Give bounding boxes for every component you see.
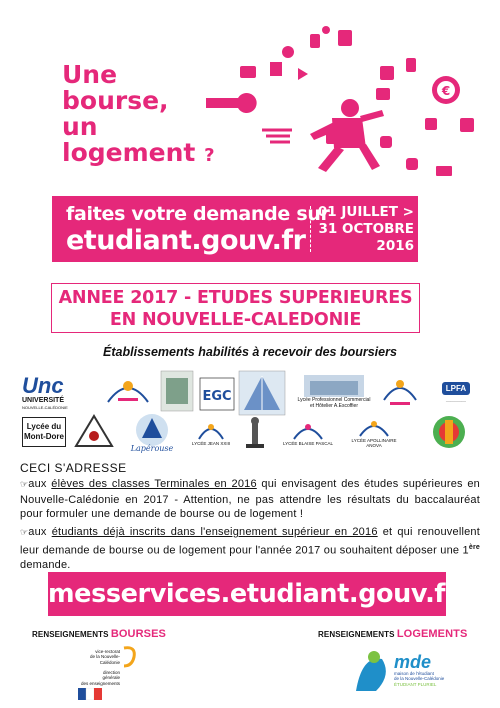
jean-xxiii-text: LYCÉE JEAN XXIII bbox=[191, 440, 231, 446]
mde-l3: ÉTUDIANT PLURIEL bbox=[394, 681, 437, 687]
para1-prefix: aux bbox=[28, 478, 52, 490]
banner-separator bbox=[310, 206, 311, 252]
headline-line-3: un bbox=[62, 112, 98, 141]
lpfa-logo: LPFA _________ bbox=[428, 372, 484, 412]
unc-logo-sub2: NOUVELLE-CALÉDONIE bbox=[22, 404, 68, 410]
laptop-icon bbox=[436, 166, 452, 176]
lycee-pro-commercial-logo bbox=[292, 372, 376, 412]
jean-xxiii-arc-icon bbox=[196, 419, 226, 441]
lycee-charlemagne-logo bbox=[100, 372, 156, 412]
headline-question-mark: ? bbox=[204, 145, 215, 166]
mont-dore-l1: Lycée du bbox=[26, 422, 62, 431]
unc-logo bbox=[22, 372, 92, 412]
rens-bourses-b: BOURSES bbox=[110, 628, 166, 640]
bus-icon bbox=[376, 88, 390, 100]
unc-logo-sub: UNIVERSITÉ bbox=[22, 396, 65, 404]
lycee-jean-xxiii-logo bbox=[186, 412, 236, 452]
shopping-icon bbox=[298, 68, 308, 80]
lycee-blaise-pascal-logo bbox=[278, 412, 338, 452]
rens-logements-a: RENSEIGNEMENTS bbox=[318, 630, 397, 639]
running-student-illustration bbox=[200, 18, 500, 193]
para1-underlined: élèves des classes Terminales en 2016 bbox=[51, 478, 257, 490]
para2-rest: et qui renouvellent leur demande de bourse ou de logement pour l'année 2017 ou souhaitent déposer une 1 bbox=[20, 526, 481, 557]
para2-underlined: étudiants déjà inscrits dans l'enseignement supérieur en 2016 bbox=[51, 526, 378, 538]
banner-line-1: faites votre demande sur bbox=[66, 203, 330, 225]
pyramid-logo bbox=[238, 370, 286, 416]
date-line-1: 01 JUILLET > bbox=[317, 204, 414, 220]
banner-url[interactable]: etudiant.gouv.fr bbox=[66, 225, 306, 256]
vr-l5: des enseignements bbox=[80, 680, 120, 686]
apollinaire-text: LYCÉE APOLLINAIRE ANOVA bbox=[351, 438, 397, 448]
laperouse-logo bbox=[124, 410, 180, 454]
hand-pointer-icon: ☞ bbox=[20, 480, 29, 490]
lycee-saint-joseph-logo bbox=[378, 372, 422, 412]
unc-logo-text: Unc bbox=[22, 372, 64, 398]
mont-dore-l2: Mont-Dore bbox=[24, 432, 64, 441]
building-icon bbox=[338, 30, 352, 46]
lycee-pro-commercial-l1: Lycée Professionnel Commercial bbox=[297, 397, 371, 403]
egc-logo bbox=[198, 376, 236, 412]
headline-logement: logement bbox=[62, 138, 196, 167]
vice-rectorat-logo bbox=[78, 642, 142, 702]
rens-bourses-a: RENSEIGNEMENTS bbox=[32, 630, 111, 639]
headline-line-1: Une bbox=[62, 60, 118, 89]
year-line-1: ANNEE 2017 - ETUDES SUPERIEURES bbox=[58, 288, 413, 308]
mde-figure-icon bbox=[352, 645, 392, 695]
mde-l2: de la Nouvelle-Calédonie bbox=[394, 676, 445, 682]
triangle-school-logo bbox=[72, 412, 116, 452]
para2-prefix: aux bbox=[28, 526, 52, 538]
svg-text:EGC: EGC bbox=[202, 389, 232, 404]
key-icon bbox=[206, 93, 257, 113]
lycee-pro-commercial-l2: et Hôtelier A.Escoffier bbox=[310, 403, 358, 409]
ceci-sadresse-heading: CECI S'ADRESSE bbox=[20, 461, 127, 475]
apply-banner bbox=[52, 196, 418, 262]
mde-logo bbox=[352, 640, 478, 700]
messervices-url-banner[interactable]: messervices.etudiant.gouv.fr bbox=[48, 572, 446, 616]
house-icon bbox=[380, 66, 394, 80]
year-line-2: EN NOUVELLE-CALEDONIE bbox=[109, 310, 362, 330]
lpfa-logo-text: LPFA bbox=[442, 382, 470, 395]
rens-logements-b: LOGEMENTS bbox=[396, 628, 468, 640]
pot-icon bbox=[380, 136, 392, 148]
para1-rest: qui envisagent des études supérieures en Nouvelle-Calédonie en 2017 - Attention, ne pas attendre les résultats du baccalauréat pour formuler une demande de bourse ou de logement ! bbox=[20, 478, 480, 520]
vr-l3: direction bbox=[102, 669, 120, 675]
date-line-3: 2016 bbox=[376, 238, 414, 254]
mde-logo-text: mde bbox=[394, 651, 432, 672]
person-icon bbox=[310, 34, 320, 48]
renseignements-bourses bbox=[32, 628, 166, 640]
lycee-do-kamo-logo bbox=[418, 410, 480, 454]
runner-head bbox=[341, 99, 359, 117]
desk-icon bbox=[270, 62, 282, 76]
para2-tail: demande. bbox=[20, 558, 71, 571]
lycee-mont-dore-logo bbox=[22, 417, 66, 447]
banner-dates bbox=[314, 204, 414, 255]
para2-sup: ère bbox=[468, 543, 480, 551]
statue-logo bbox=[240, 416, 270, 450]
year-box bbox=[51, 283, 420, 333]
blaise-pascal-arc-icon bbox=[291, 419, 325, 441]
lycee-apollinaire-logo bbox=[344, 412, 404, 452]
headline-line-2: bourse, bbox=[62, 86, 169, 115]
hand-pointer-icon: ☞ bbox=[20, 528, 29, 538]
vr-l4: générale bbox=[102, 675, 120, 681]
vr-l1: vice-rectorat bbox=[95, 648, 120, 654]
clock-icon bbox=[282, 46, 294, 58]
bag-icon bbox=[326, 132, 340, 144]
lycee-photo-logo bbox=[160, 370, 194, 412]
french-flag-icon bbox=[78, 688, 102, 700]
establishments-title: Établissements habilités à recevoir des boursiers bbox=[103, 345, 397, 359]
laperouse-text: Lapérouse bbox=[130, 444, 174, 453]
bed-icon bbox=[240, 66, 256, 78]
apollinaire-arc-icon bbox=[357, 416, 391, 438]
renseignements-logements bbox=[318, 628, 467, 640]
paragraph-terminales bbox=[20, 477, 480, 522]
building-photo-icon bbox=[304, 375, 364, 397]
paragraph-etudiants bbox=[20, 525, 480, 572]
vice-rectorat-emblem-icon bbox=[120, 644, 140, 670]
svg-text:€: € bbox=[441, 84, 451, 98]
mde-l1: maison de l'étudiant bbox=[394, 670, 434, 676]
blaise-pascal-text: LYCÉE BLAISE PASCAL bbox=[282, 440, 334, 446]
date-line-2: 31 OCTOBRE bbox=[318, 221, 414, 237]
vr-l2: de la Nouvelle-Calédonie bbox=[89, 654, 120, 665]
